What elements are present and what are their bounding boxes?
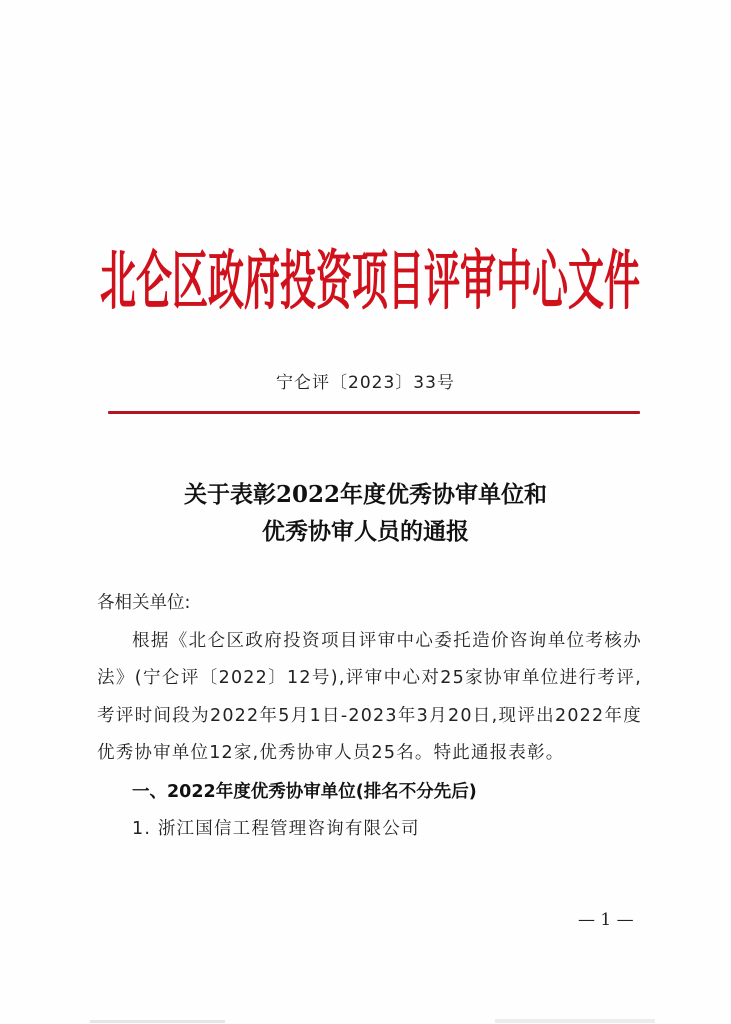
page-bottom-edge (495, 1019, 655, 1023)
page-number: — 1 — (578, 910, 634, 930)
red-separator-line (108, 411, 640, 414)
issuer-header (100, 238, 640, 319)
issuer-header-text: 北仑区政府投资项目评审中心文件 (100, 242, 640, 319)
notice-title (0, 476, 731, 550)
page-bottom-edge (90, 1020, 225, 1023)
notice-title-line-1: 关于表彰2022年度优秀协审单位和 (183, 481, 547, 508)
document-body (97, 585, 642, 849)
section-heading-excellent-units: 一、2022年度优秀协审单位(排名不分先后) (132, 781, 477, 802)
document-number: 宁仑评〔2023〕33号 (276, 373, 455, 393)
salutation: 各相关单位: (97, 593, 191, 613)
list-item: 1. 浙江国信工程管理咨询有限公司 (132, 819, 420, 839)
body-paragraph: 根据《北仑区政府投资项目评审中心委托造价咨询单位考核办法》(宁仑评〔2022〕12号),评审中心对25家协审单位进行考评,考评时间段为2022年5月1日-2023年3月20日,现评出2022年度优秀协审单位12家,优秀协审人员25名。特此通报表彰。 (97, 630, 642, 763)
notice-title-line-2: 优秀协审人员的通报 (262, 518, 469, 545)
